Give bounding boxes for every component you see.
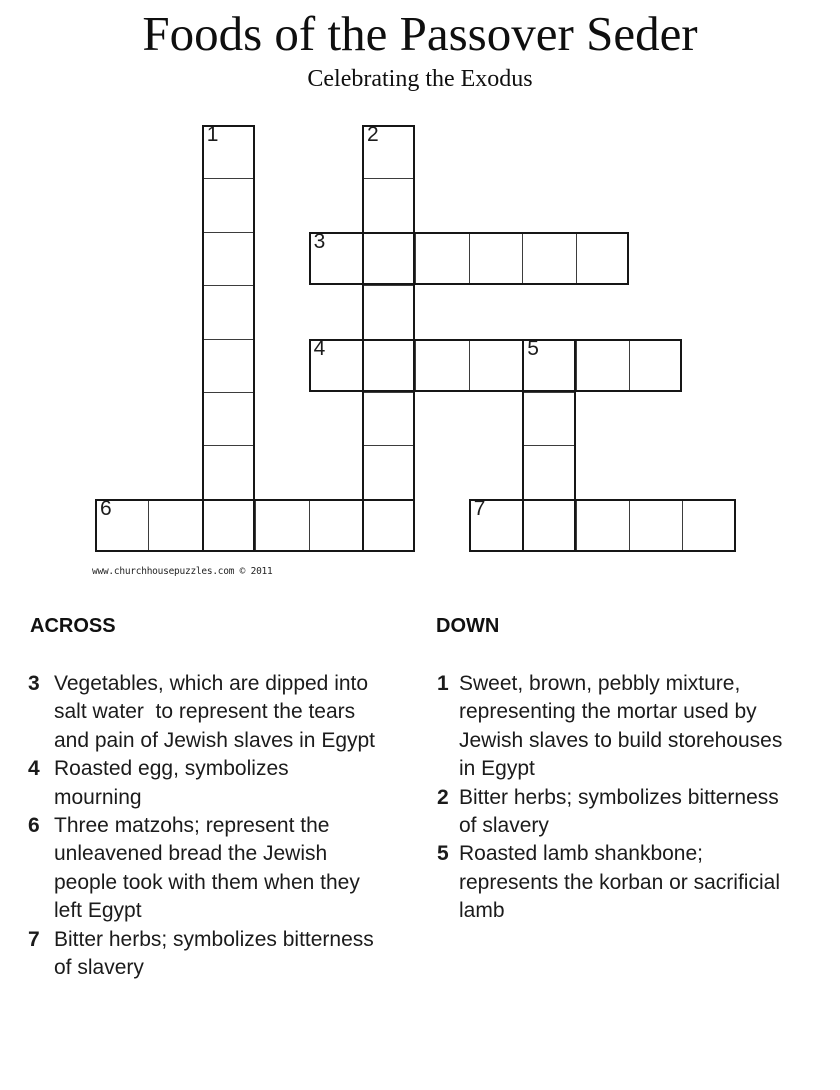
grid-cell-r4c2[interactable] bbox=[202, 339, 255, 392]
clue-text-across-4: Roasted egg, symbolizes mourning bbox=[54, 757, 289, 809]
clue-number-across-4: 4 bbox=[28, 757, 40, 781]
clue-down-2 bbox=[437, 784, 817, 841]
cell-number-3: 3 bbox=[313, 229, 326, 253]
clue-text-across-6: Three matzohs; represent the unleavened bread the Jewish people took with them when they left Egypt bbox=[54, 814, 360, 923]
grid-cell-r4c8[interactable] bbox=[522, 336, 575, 392]
clue-text-across-3: Vegetables, which are dipped into salt water to represent the tears and pain of Jewish slaves in Egypt bbox=[54, 672, 376, 752]
clue-number-down-5: 5 bbox=[437, 842, 449, 866]
grid-cell-r2c6[interactable] bbox=[415, 232, 468, 285]
grid-cell-r7c4[interactable] bbox=[309, 499, 362, 552]
grid-cell-r5c5[interactable] bbox=[362, 392, 415, 445]
grid-cell-r6c2[interactable] bbox=[202, 445, 255, 498]
grid-cell-r4c5[interactable] bbox=[362, 339, 415, 392]
grid-cell-r6c5[interactable] bbox=[362, 445, 415, 498]
clue-text-down-2: Bitter herbs; symbolizes bitterness of slavery bbox=[459, 785, 779, 838]
clue-number-across-3: 3 bbox=[28, 672, 40, 695]
clue-number-down-2: 2 bbox=[437, 785, 449, 809]
crossword-grid bbox=[95, 125, 736, 553]
clue-number-across-7: 7 bbox=[28, 927, 40, 951]
grid-cell-r2c9[interactable] bbox=[576, 232, 629, 285]
cell-number-7: 7 bbox=[473, 496, 486, 520]
grid-cell-r3c5[interactable] bbox=[362, 285, 415, 338]
clue-number-down-1: 1 bbox=[437, 672, 449, 695]
copyright-attribution: www.churchhousepuzzles.com © 2011 bbox=[92, 566, 273, 577]
grid-cell-r2c4[interactable] bbox=[309, 229, 362, 285]
grid-cell-r4c10[interactable] bbox=[629, 339, 682, 392]
grid-cell-r2c2[interactable] bbox=[202, 232, 255, 285]
cell-number-5: 5 bbox=[527, 336, 539, 360]
grid-cell-r6c8[interactable] bbox=[522, 445, 575, 498]
page-title: Foods of the Passover Seder bbox=[142, 6, 698, 61]
grid-cell-r7c3[interactable] bbox=[255, 499, 308, 552]
clue-text-across-7: Bitter herbs; symbolizes bitterness of slavery bbox=[54, 927, 374, 980]
grid-cell-r7c7[interactable] bbox=[469, 496, 522, 552]
grid-cell-r2c7[interactable] bbox=[469, 232, 522, 285]
grid-cell-r4c4[interactable] bbox=[309, 336, 362, 392]
clue-number-across-6: 6 bbox=[28, 814, 40, 838]
down-heading: DOWN bbox=[436, 615, 500, 637]
grid-cell-r7c8[interactable] bbox=[522, 499, 575, 552]
grid-cell-r1c5[interactable] bbox=[362, 178, 415, 231]
clue-across-6 bbox=[28, 812, 408, 926]
grid-cell-r7c9[interactable] bbox=[576, 499, 629, 552]
grid-cell-r7c10[interactable] bbox=[629, 499, 682, 552]
grid-cell-r7c1[interactable] bbox=[148, 499, 201, 552]
grid-cell-r7c5[interactable] bbox=[362, 499, 415, 552]
grid-cell-r2c8[interactable] bbox=[522, 232, 575, 285]
grid-cell-r3c2[interactable] bbox=[202, 285, 255, 338]
cell-number-6: 6 bbox=[100, 496, 112, 520]
cell-number-2: 2 bbox=[367, 123, 379, 146]
clue-text-down-5: Roasted lamb shankbone; represents the korban or sacrificial lamb bbox=[459, 842, 780, 923]
grid-cell-r7c2[interactable] bbox=[202, 499, 255, 552]
page-subtitle: Celebrating the Exodus bbox=[307, 66, 533, 92]
across-heading: ACROSS bbox=[30, 615, 116, 637]
grid-cell-r5c2[interactable] bbox=[202, 392, 255, 445]
clue-across-7 bbox=[28, 926, 408, 983]
grid-cell-r4c9[interactable] bbox=[576, 339, 629, 392]
cell-number-4: 4 bbox=[313, 336, 326, 360]
grid-cell-r2c5[interactable] bbox=[362, 232, 415, 285]
across-clue-list bbox=[28, 670, 408, 982]
clue-down-5 bbox=[437, 840, 817, 925]
grid-cell-r4c7[interactable] bbox=[469, 339, 522, 392]
grid-cell-r5c8[interactable] bbox=[522, 392, 575, 445]
grid-cell-r0c5[interactable] bbox=[362, 125, 415, 178]
cell-number-1: 1 bbox=[206, 123, 219, 146]
grid-cell-r7c0[interactable] bbox=[95, 496, 148, 552]
clue-text-down-1: Sweet, brown, pebbly mixture, representing the mortar used by Jewish slaves to build storehouses in Egypt bbox=[459, 672, 783, 781]
down-clue-list bbox=[437, 670, 817, 926]
grid-cell-r1c2[interactable] bbox=[202, 178, 255, 231]
clue-across-3 bbox=[28, 670, 408, 755]
grid-cell-r0c2[interactable] bbox=[202, 125, 255, 178]
clue-down-1 bbox=[437, 670, 817, 784]
grid-cell-r4c6[interactable] bbox=[415, 339, 468, 392]
clue-across-4 bbox=[28, 755, 408, 812]
grid-cell-r7c11[interactable] bbox=[682, 499, 735, 552]
